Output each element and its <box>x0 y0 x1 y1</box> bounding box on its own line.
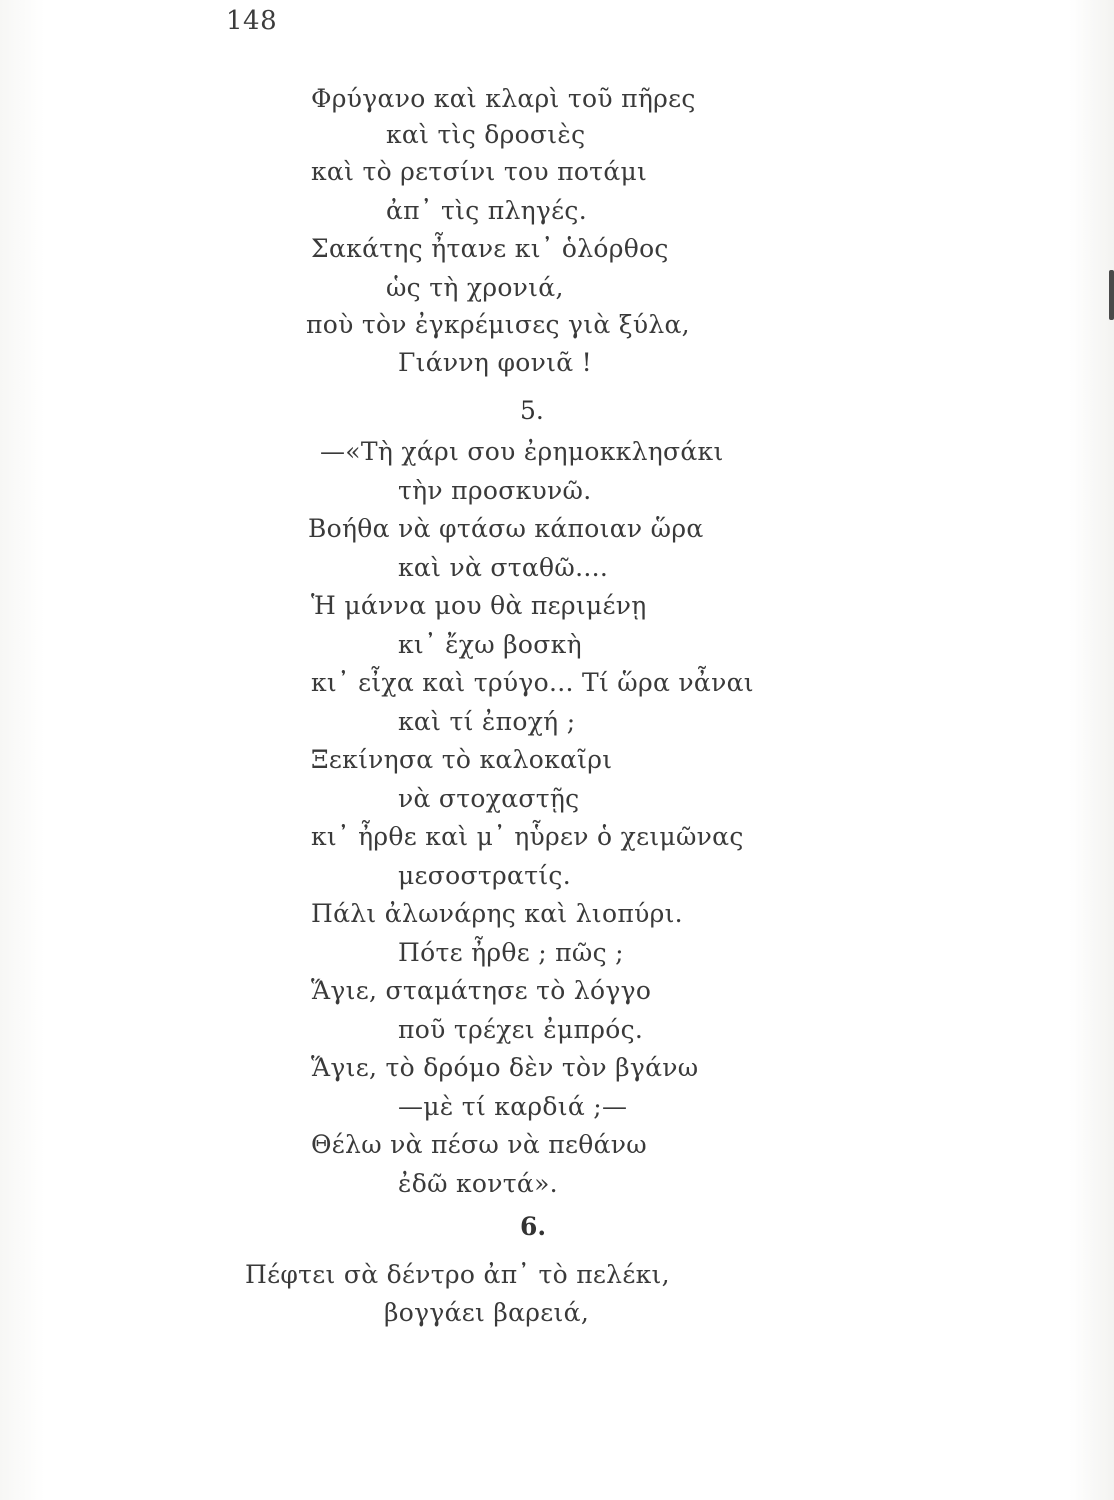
poem-line: ποῦ τρέχει ἐμπρός. <box>398 1015 644 1044</box>
poem-line: μεσοστρατίς. <box>398 861 571 890</box>
section-number-5: 5. <box>520 396 544 425</box>
poem-line: ποὺ τὸν ἐγκρέμισες γιὰ ξύλα, <box>306 310 690 339</box>
poem-line: Πέφτει σὰ δέντρο ἀπ᾿ τὸ πελέκι, <box>245 1260 670 1289</box>
poem-line: Βοήθα νὰ φτάσω κάποιαν ὥρα <box>308 514 704 543</box>
poem-line: Ἅγιε, σταμάτησε τὸ λόγγο <box>311 976 652 1005</box>
poem-line: —μὲ τί καρδιά ;— <box>398 1092 628 1121</box>
poem-line: Θέλω νὰ πέσω νὰ πεθάνω <box>311 1130 647 1159</box>
poem-line: Πάλι ἀλωνάρης καὶ λιοπύρι. <box>311 899 683 928</box>
poem-line: Ἅγιε, τὸ δρόμο δὲν τὸν βγάνω <box>311 1053 699 1082</box>
poem-line: ὡς τὴ χρονιά, <box>386 273 564 302</box>
poem-line: Ἡ μάννα μου θὰ περιμένῃ <box>311 591 647 620</box>
section-number-6: 6. <box>520 1212 547 1241</box>
poem-line: Γιάννη φονιᾶ ! <box>398 348 592 377</box>
poem-line: Φρύγανο καὶ κλαρὶ τοῦ πῆρες <box>311 84 696 113</box>
page-edge-mark <box>1109 270 1114 320</box>
poem-line: ἀπ᾿ τὶς πληγές. <box>386 196 587 225</box>
poem-line: καὶ νὰ σταθῶ.... <box>398 553 609 582</box>
poem-line: τὴν προσκυνῶ. <box>398 476 592 505</box>
poem-line: Ξεκίνησα τὸ καλοκαῖρι <box>311 745 613 774</box>
poem-line: Πότε ἦρθε ; πῶς ; <box>398 938 624 967</box>
poem-line: καὶ τὸ ρετσίνι του ποτάμι <box>311 157 648 186</box>
poem-line: κι᾿ εἶχα καὶ τρύγο... Τί ὥρα νἆναι <box>311 668 754 697</box>
poem-line: Σακάτης ἦτανε κι᾿ ὁλόρθος <box>311 234 669 263</box>
poem-line: —«Τὴ χάρι σου ἐρημοκκλησάκι <box>320 437 724 466</box>
poem-line: καὶ τί ἐποχή ; <box>398 707 576 736</box>
poem-line: νὰ στοχαστῇς <box>398 784 580 813</box>
page-number: 148 <box>226 6 278 36</box>
poem-line: κι᾿ ἦρθε καὶ μ᾿ ηὗρεν ὁ χειμῶνας <box>311 822 744 851</box>
poem-line: καὶ τὶς δροσιὲς <box>386 120 586 149</box>
poem-line: ἐδῶ κοντά». <box>398 1169 558 1198</box>
poem-line: κι᾿ ἔχω βοσκὴ <box>398 630 582 659</box>
poem-line: βογγάει βαρειά, <box>384 1298 590 1327</box>
